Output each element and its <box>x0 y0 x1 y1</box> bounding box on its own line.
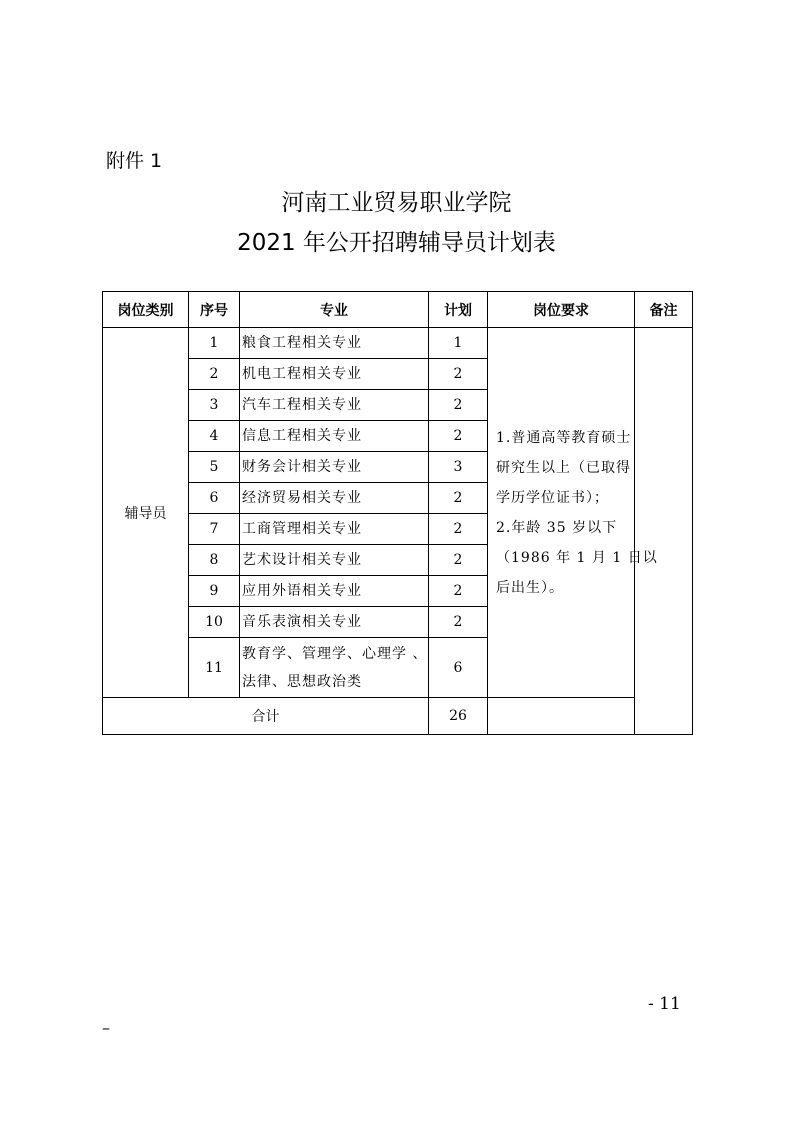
recruitment-plan-table <box>102 291 693 735</box>
major-cell: 经济贸易相关专业 <box>240 483 429 514</box>
header-position-category: 岗位类别 <box>103 292 189 328</box>
serial-cell: 3 <box>189 390 240 421</box>
major-cell <box>240 638 429 698</box>
requirement-line: 后出生）。 <box>496 579 564 596</box>
serial-cell: 7 <box>189 514 240 545</box>
serial-cell: 9 <box>189 576 240 607</box>
table-row <box>103 328 693 359</box>
serial-cell: 11 <box>189 638 240 698</box>
major-cell: 应用外语相关专业 <box>240 576 429 607</box>
total-requirements-empty <box>488 698 635 735</box>
plan-cell: 2 <box>429 359 488 390</box>
header-serial-number: 序号 <box>189 292 240 328</box>
serial-cell: 1 <box>189 328 240 359</box>
table-header-row <box>103 292 693 328</box>
major-cell: 工商管理相关专业 <box>240 514 429 545</box>
major-cell: 艺术设计相关专业 <box>240 545 429 576</box>
header-requirements: 岗位要求 <box>488 292 635 328</box>
total-label: 合计 <box>103 698 429 735</box>
major-cell: 音乐表演相关专业 <box>240 607 429 638</box>
total-value: 26 <box>429 698 488 735</box>
footer-mark: – <box>102 1018 110 1037</box>
plan-cell: 1 <box>429 328 488 359</box>
serial-cell: 10 <box>189 607 240 638</box>
plan-cell: 2 <box>429 607 488 638</box>
major-line: 法律、思想政治类 <box>242 673 362 690</box>
serial-cell: 8 <box>189 545 240 576</box>
header-major: 专业 <box>240 292 429 328</box>
total-row <box>103 698 693 735</box>
major-line: 教育学、管理学、心理学 、 <box>242 645 428 662</box>
document-title-line2: 2021 年公开招聘辅导员计划表 <box>237 230 556 256</box>
plan-cell: 3 <box>429 452 488 483</box>
header-remarks: 备注 <box>635 292 693 328</box>
serial-cell: 6 <box>189 483 240 514</box>
plan-cell: 6 <box>429 638 488 698</box>
remarks-cell <box>635 328 693 735</box>
requirement-line: 2.年龄 35 岁以下 <box>496 519 618 536</box>
requirements-cell <box>488 328 658 698</box>
plan-cell: 2 <box>429 576 488 607</box>
serial-cell: 5 <box>189 452 240 483</box>
major-cell: 机电工程相关专业 <box>240 359 429 390</box>
category-cell: 辅导员 <box>103 328 189 698</box>
plan-cell: 2 <box>429 390 488 421</box>
major-cell: 财务会计相关专业 <box>240 452 429 483</box>
requirement-line: 研究生以上（已取得 <box>496 459 631 476</box>
page-number: - 11 <box>648 994 681 1014</box>
major-cell: 粮食工程相关专业 <box>240 328 429 359</box>
plan-cell: 2 <box>429 483 488 514</box>
document-title-line1: 河南工业贸易职业学院 <box>281 190 512 216</box>
requirement-line: 学历学位证书）； <box>496 489 609 506</box>
serial-cell: 4 <box>189 421 240 452</box>
plan-cell: 2 <box>429 421 488 452</box>
plan-cell: 2 <box>429 545 488 576</box>
header-plan: 计划 <box>429 292 488 328</box>
requirement-line: 1.普通高等教育硕士 <box>496 429 632 446</box>
plan-cell: 2 <box>429 514 488 545</box>
serial-cell: 2 <box>189 359 240 390</box>
attachment-label: 附件 1 <box>106 150 163 172</box>
major-cell: 汽车工程相关专业 <box>240 390 429 421</box>
major-cell: 信息工程相关专业 <box>240 421 429 452</box>
requirement-line: （1986 年 1 月 1 日以 <box>496 549 658 566</box>
